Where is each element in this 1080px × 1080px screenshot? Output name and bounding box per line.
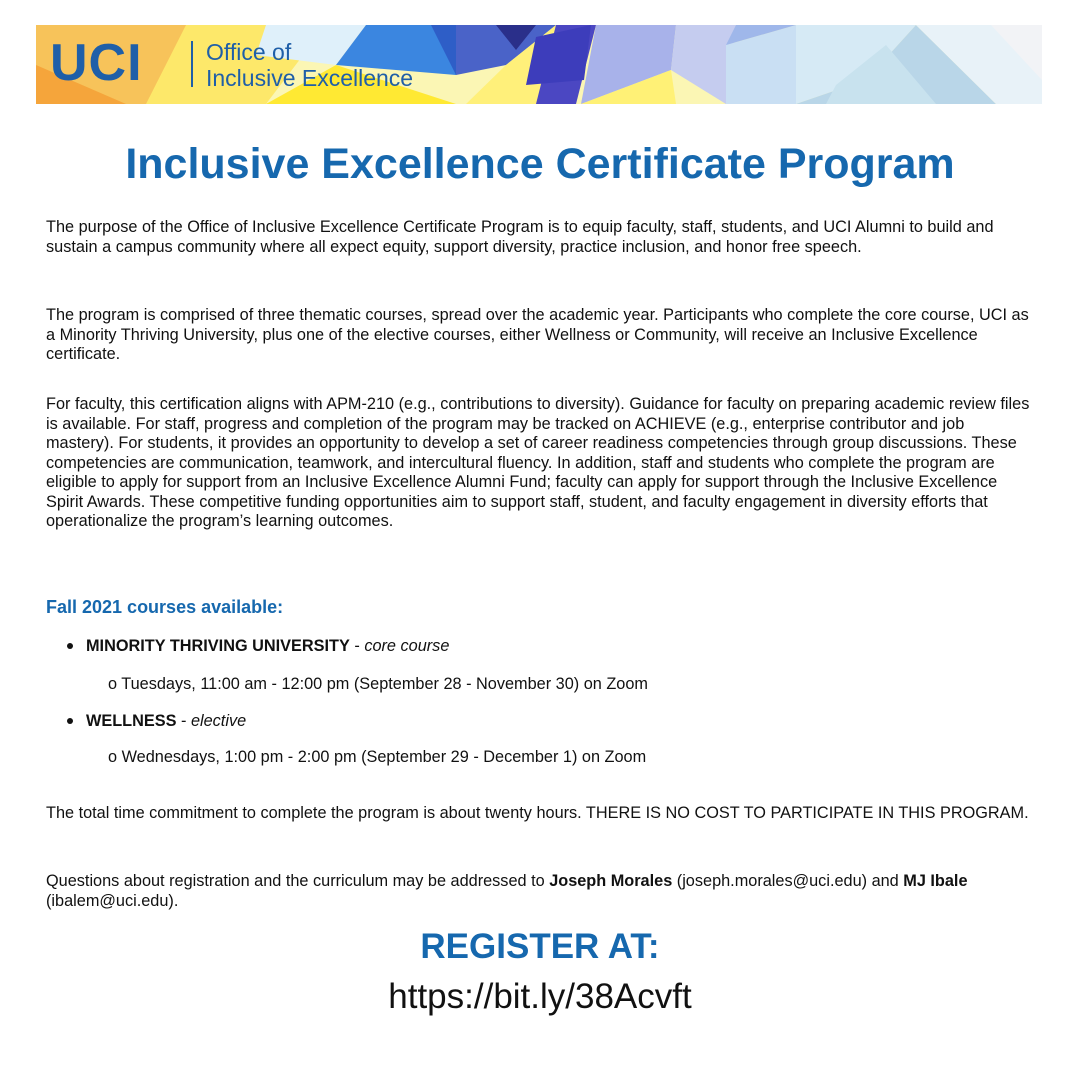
course-separator: - [176, 712, 191, 730]
commitment-paragraph: The total time commitment to complete the program is about twenty hours. THERE IS NO COST TO PARTICIPATE IN THIS PROGRAM. [46, 804, 1029, 822]
banner-background [36, 25, 1042, 104]
structure-paragraph: The program is comprised of three thematic courses, spread over the academic year. Participants who complete the core course, UCI as a Minority Thriving University, plus one of the elective courses, either Wellness or Community, will receive an Inclusive Excellence certificate. [46, 306, 1029, 363]
contact-name: Joseph Morales [549, 872, 673, 890]
page-title: Inclusive Excellence Certificate Program [125, 140, 955, 188]
course-schedule: o Wednesdays, 1:00 pm - 2:00 pm (September 29 - December 1) on Zoom [108, 748, 647, 766]
uci-logo: UCI [50, 34, 143, 92]
contact-email[interactable]: (ibalem@uci.edu). [46, 891, 179, 910]
contact-email[interactable]: (joseph.morales@uci.edu) and [672, 872, 904, 890]
bullet-icon [67, 643, 73, 649]
course-item [86, 636, 449, 656]
logo-divider [191, 41, 193, 87]
course-name: MINORITY THRIVING UNIVERSITY [86, 637, 350, 655]
bullet-icon [67, 718, 73, 724]
contact-intro: Questions about registration and the curriculum may be addressed to [46, 872, 550, 890]
course-item [86, 711, 246, 731]
office-name-line1: Office of [206, 39, 292, 65]
benefits-paragraph: For faculty, this certification aligns with APM-210 (e.g., contributions to diversity). Guidance for faculty on preparing academic review files is available. For staff, progress and completion of the program may be tracked on ACHIEVE (e.g., enterprise contributor and job mastery). For students, it provides an opportunity to develop a set of career readiness competencies through group discussions. These competencies are communication, teamwork, and intercultural fluency. In addition, staff and students who complete the program are eligible to apply for support from an Inclusive Excellence Alumni Fund; faculty can apply for support through the Inclusive Excellence Spirit Awards. These competitive funding opportunities aim to support staff, student, and faculty engagement in diversity efforts that operationalize the program’s learning outcomes. [46, 395, 1030, 530]
header-banner [36, 25, 1042, 104]
course-type: elective [190, 712, 247, 730]
course-name: WELLNESS [86, 712, 177, 730]
course-schedule: o Tuesdays, 11:00 am - 12:00 pm (September 28 - November 30) on Zoom [108, 675, 648, 693]
office-name [206, 39, 413, 91]
purpose-paragraph: The purpose of the Office of Inclusive Excellence Certificate Program is to equip faculty, staff, students, and UCI Alumni to build and sustain a campus community where all expect equity, support diversity, practice inclusion, and honor free speech. [46, 218, 994, 256]
register-label: REGISTER AT: [420, 927, 660, 966]
course-separator: - [349, 637, 365, 655]
courses-heading: Fall 2021 courses available: [46, 597, 284, 617]
contact-paragraph [46, 872, 1036, 911]
register-link[interactable]: https://bit.ly/38Acvft [388, 977, 692, 1016]
course-type: core course [364, 637, 450, 655]
contact-name: MJ Ibale [903, 872, 968, 890]
office-name-line2: Inclusive Excellence [206, 65, 414, 91]
